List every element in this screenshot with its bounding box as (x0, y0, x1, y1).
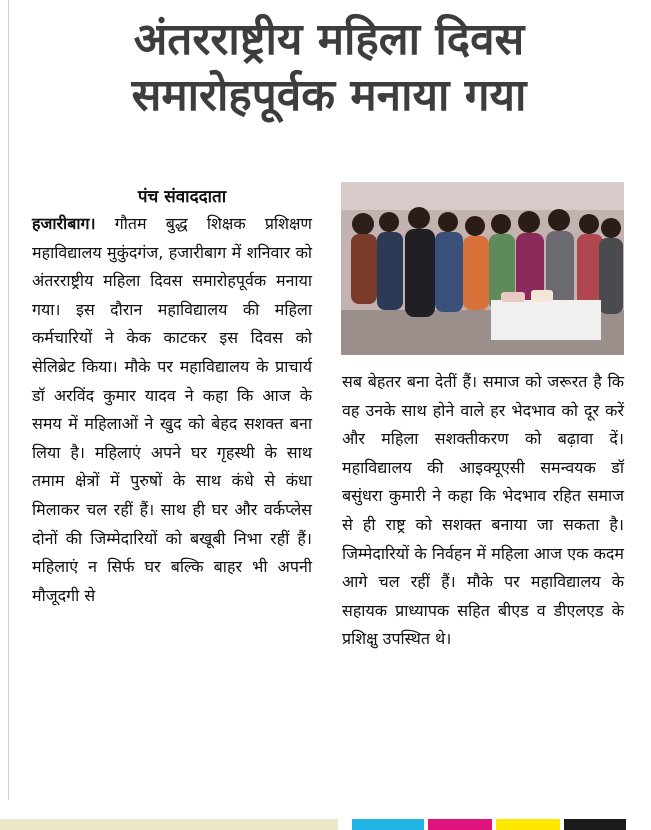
strip-black (564, 819, 626, 830)
headline (14, 12, 644, 124)
photo-ceiling (341, 182, 624, 210)
dateline: हजारीबाग। (32, 214, 96, 233)
photo-illustration (341, 182, 624, 355)
article-body-part-1: गौतम बुद्ध शिक्षक प्रशिक्षण महाविद्यालय मुकुंदगंज, हजारीबाग में शनिवार को अंतरराष्ट्रीय महिला दिवस समारोहपूर्वक मनाया गया। इस दौरान महाविद्यालय की महिला कर्मचारियों ने केक काटकर इस दिवस को सेलिब्रेट किया। मौके पर महाविद्यालय के प्राचार्य डॉ अरविंद कुमार यादव ने कहा कि आज के समय में महिलाओं ने खुद को बेहद सशक्त बना लिया है। महिलाएं अपने घर गृहस्थी के साथ तमाम क्षेत्रों में पुरुषों के साथ कंधे से कंधा मिलाकर चल रहीं हैं। साथ ही घर और वर्कप्लेस दोनों की जिम्मेदारियों को बखूबी निभा रहीं हैं। महिलाएं न सिर्फ घर बल्कि बाहर भी अपनी मौजूदगी से (32, 214, 312, 605)
article-body-part-2: सब बेहतर बना देतीं हैं। समाज को जरूरत है कि वह उनके साथ होने वाले हर भेदभाव को दूर करें और महिला सशक्तीकरण को बढ़ावा दें। महाविद्यालय की आइक्यूएसी समन्वयक डॉ बसुंधरा कुमारी ने कहा कि भेदभाव रहित समाज से ही राष्ट्र को सशक्त बनाया जा सकता है। जिम्मेदारियों के निर्वहन में महिला आज एक कदम आगे चल रहीं हैं। मौके पर महाविद्यालय के सहायक प्राध्यापक सहित बीएड व डीएलएड के प्रशिक्षु उपस्थित थे। (342, 372, 624, 649)
headline-line-1: अंतरराष्ट्रीय महिला दिवस (133, 14, 525, 65)
strip-gap (338, 819, 352, 830)
strip-magenta (428, 819, 492, 830)
article-column-2 (342, 368, 624, 654)
headline-line-2: समारोहपूर्वक मनाया गया (131, 70, 527, 121)
strip-tan (0, 819, 338, 830)
photo-table (491, 300, 601, 340)
strip-cyan (352, 819, 424, 830)
photo-cake-2 (531, 290, 553, 302)
article-paragraph-1 (32, 210, 312, 610)
column-rule (8, 0, 9, 800)
strip-yellow (496, 819, 560, 830)
color-registration-strip (0, 813, 651, 830)
cake-cutting-photo (341, 182, 624, 355)
photo-cake (501, 292, 525, 302)
byline: पंच संवाददाता (137, 187, 227, 207)
article-column-1 (32, 210, 312, 610)
